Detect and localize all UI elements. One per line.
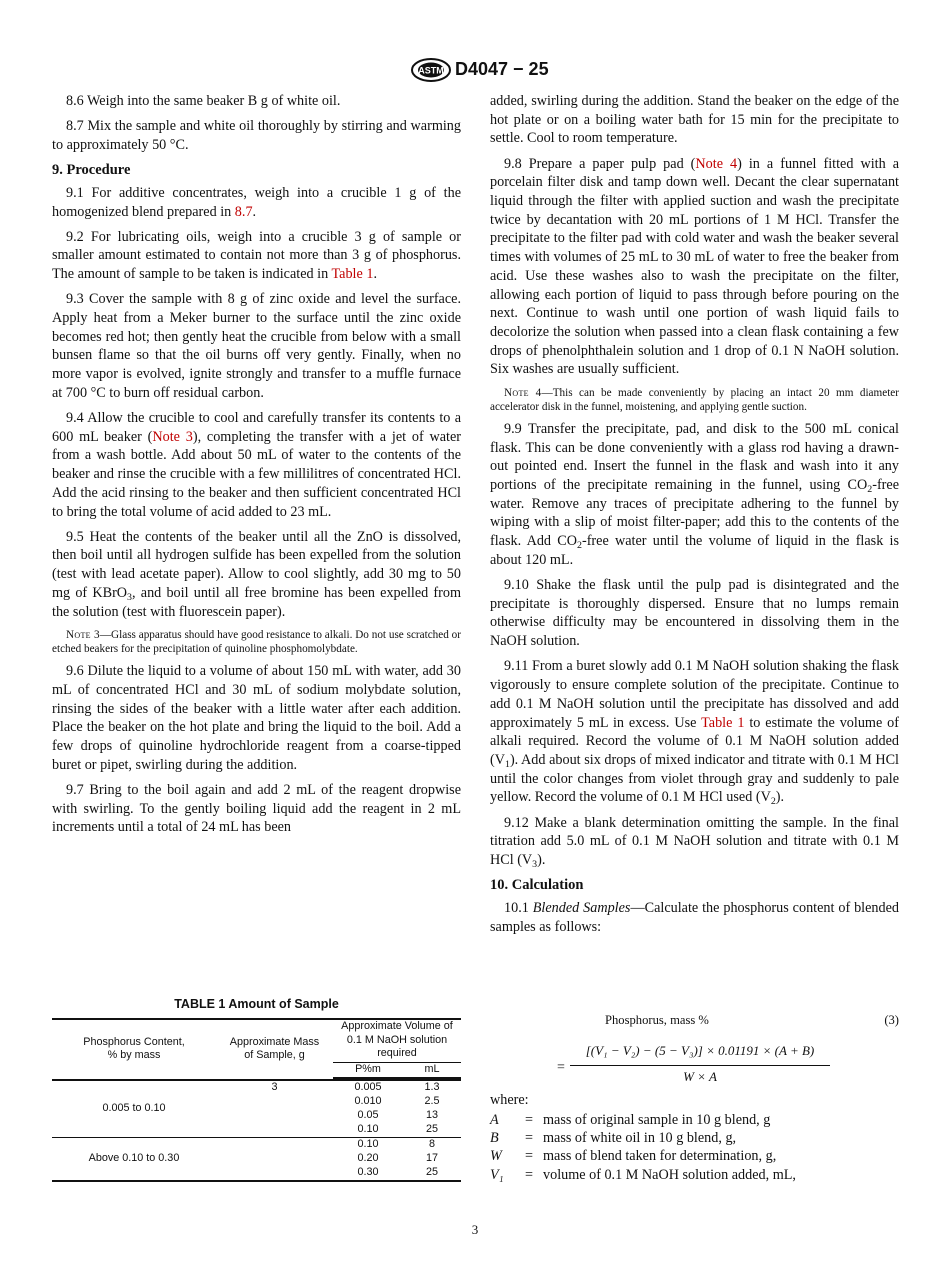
cell-p: 0.30 [333,1166,403,1181]
equation-numerator: [(V₁ − V₂) − (5 − V₃)] × 0.01191 × (A + B) [585,1043,815,1058]
definition-symbol: V₁ [490,1166,504,1183]
col-header-naoh-volume: Approximate Volume of 0.1 M NaOH solution required [333,1019,461,1062]
where-intro: where: [490,1092,529,1108]
section-9-10: 9.10 Shake the flask until the pulp pad is disintegrated and the precipitate is thoroughly dispersed. Ensure that no lumps remain otherwise difficulty may be encountered in dissolving them in the NaOH solution. [490,577,899,650]
col-header-phosphorus-content: Phosphorus Content, % by mass [52,1019,216,1078]
variable-definitions [490,1091,899,1184]
equation-label: Phosphorus, mass % [605,1013,709,1027]
cell-p: 0.005 [354,1081,382,1094]
document-id: D4047 − 25 [455,59,549,79]
right-column [490,92,899,943]
ref-8-7-link[interactable]: 8.7 [234,203,253,220]
table-row [52,1138,461,1153]
equation-number: (3) [884,1013,899,1027]
subheader-ml: mL [403,1062,461,1078]
cell-ml: 17 [425,1152,438,1165]
page-header [0,58,950,82]
section-9-6: 9.6 Dilute the liquid to a volume of about 150 mL with water, add 30 mL of concentrated HCl and 30 mL of sodium molybdate solution, rinsing the sides of the beaker with a little water after each addition. Place the beaker on the hot plate and bring the liquid to the boil. Add a few drops of quinoline hydrochloride reagent from a coarse-tipped buret or pipet, swirling during the addition. [52,663,461,773]
amount-of-sample-table [52,1018,461,1182]
section-10-1: 10.1 Blended Samples—Calculate the phosphorus content of blended samples as follows: [490,899,899,935]
section-9-12: 9.12 Make a blank determination omitting the sample. In the final titration add 5.0 mL of 0.1 M NaOH solution and titrate with 0.1 M HCl $(V_3)$. [490,814,899,870]
section-9-9: 9.9 Transfer the precipitate, pad, and disk to the 500 mL conical flask. This can be done conveniently with a glass rod having a drawn-out pointed end. Insert the funnel in the flask and wash into it any portions of the precipitate remaining in the funnel, using $CO_2$-free water. Remove any traces of precipitate adhering to the funnel by wiping with a slip of moist filter-paper; add this to the contents of the flask. Add $CO_2$-free water until the volume of liquid in the flask is about 120 mL. [490,420,900,568]
definition-text: mass of original sample in 10 g blend, g [543,1111,771,1128]
cell-ml: 8 [428,1138,435,1151]
section-9-8: 9.8 Prepare a paper pulp pad (Note 4) in a funnel fitted with a porcelain filter disk and tamp down well. Decant the clear supernatant liquid through the filter with applied suction and wash the precipitate twice by decantation with 20 mL portions of 1 M HCl. Transfer the precipitate to the filter pad with cold water and wash the beaker several times with volumes of 25 mL to 30 mL of water to free the beaker from acid. Use these washes also to wash the precipitate on the filter, allowing each portion of liquid to pass through before pouring on the next. Continue to wash until one portion of wash liquid fails to decolorize the solution when passed into a clean flask containing a few drops of phenolphthalein solution and 1 drop of 0.1 N NaOH solution. Six washes are usually sufficient. [490,155,900,378]
ref-note-4-link[interactable]: Note 4 [695,155,738,172]
cell-p: 0.10 [357,1138,379,1151]
table-1 [52,997,461,1182]
cell-p: 0.20 [357,1152,379,1165]
cell-mass [216,1109,333,1123]
table-title: TABLE 1 Amount of Sample [174,997,339,1011]
calculation-heading: 10. Calculation [490,877,584,894]
section-9-5: 9.5 Heat the contents of the beaker until all the ZnO is dissolved, then boil until all hydrogen sulfide has been expelled from the solution (test with lead acetate paper). Allow to cool slightly, add 30 mg to 50 mg of KBrO$_3$, and boil until all free bromine has been expelled from the solution (test with fluorescein paper). [52,528,461,620]
cell-ml: 25 [403,1166,461,1181]
definition-text: volume of 0.1 M NaOH solution added, mL, [543,1166,796,1183]
cell-p: 0.010 [354,1095,382,1108]
definition-symbol: B [490,1130,499,1146]
cell-mass [216,1095,333,1109]
equation-equals: = [557,1060,565,1075]
cell-ml: 25 [403,1123,461,1138]
ref-table-1-link[interactable]: Table 1 [331,266,374,283]
astm-logo-icon [410,58,452,82]
definition-symbol: A [490,1111,499,1128]
cell-ml: 2.5 [424,1095,440,1108]
page-number: 3 [471,1222,479,1237]
fraction-bar [570,1065,830,1066]
note-3: Note 3—Glass apparatus should have good resistance to alkali. Do not use scratched or etched beakers for the precipitation of quinoline phosphomolybdate. [52,628,461,655]
cell-ml: 13 [425,1109,438,1122]
section-8-6: 8.6 Weigh into the same beaker B g of white oil. [66,93,341,109]
svg-text:ASTM: ASTM [418,65,444,76]
definition-row: B = mass of white oil in 10 g blend, g, [490,1130,737,1146]
definition-text: mass of white oil in 10 g blend, g, [543,1130,737,1146]
subheader-p-percent: P%m [333,1062,403,1078]
ref-note-3-link[interactable]: Note 3 [152,428,193,445]
section-9-3: 9.3 Cover the sample with 8 g of zinc oxide and level the surface. Apply heat from a Meker burner to the surface until the zinc oxide becomes red hot; then gently heat the crucible from below with a small bunsen flame so that the oil burns off very gently. Finally, when no more vapor is evolved, ignite strongly and transfer to a muffle furnace at 700 °C to burn off residual carbon. [52,291,461,401]
cell-content-range: 0.005 to 0.10 [52,1080,216,1138]
cell-mass [216,1166,333,1181]
cell-mass: 3 [271,1081,278,1094]
table-row [52,1080,461,1095]
cell-mass [216,1123,333,1138]
cell-p: 0.10 [333,1123,403,1138]
col-header-sample-mass: Approximate Mass of Sample, g [216,1019,333,1078]
left-column [52,92,461,844]
definition-symbol: W [490,1148,502,1165]
definition-row: W = mass of blend taken for determination, g, [490,1148,777,1165]
ref-table-1-link[interactable]: Table 1 [701,714,745,731]
section-9-4: 9.4 Allow the crucible to cool and carefully transfer its contents to a 600 mL beaker (Note 3), completing the transfer with a jet of water from a wash bottle. Add about 50 mL of water to the contents of the beaker and rinse the crucible with a few millilitres of concentrated HCl. Add the acid rinsing to the beaker and then sufficient concentrated HCl to bring the total volume of acid added to 23 mL. [52,410,461,520]
section-9-7: 9.7 Bring to the boil again and add 2 mL of the reagent dropwise with swirling. To the gently boiling liquid add the reagent in 2 mL increments until a total of 24 mL has been [52,781,461,836]
section-9-11: 9.11 From a buret slowly add 0.1 M NaOH solution shaking the flask vigorously to ensure complete solution of the precipitate. Continue to add 0.1 M NaOH solution until the precipitate has dissolved and add approximately 5 mL in excess. Use Table 1 to estimate the volume of alkali required. Record the volume of 0.1 M NaOH solution added $(V_1)$. Add about six drops of mixed indicator and titrate with 0.1 M HCl until the color changes from violet through gray and suddenly to pale yellow. Record the volume of 0.1 M HCl used $(V_2)$. [490,658,899,808]
cell-content-range: Above 0.10 to 0.30 [52,1138,216,1182]
definition-row: V₁ = volume of 0.1 M NaOH solution added, mL, [490,1166,796,1183]
cell-p: 0.05 [357,1109,379,1122]
procedure-heading: 9. Procedure [52,162,131,179]
cell-ml: 1.3 [424,1081,440,1094]
section-8-7: 8.7 Mix the sample and white oil thoroughly by stirring and warming to approximately 50 °C. [52,118,461,153]
section-9-7-continued: added, swirling during the addition. Stand the beaker on the edge of the hot plate or on a boiling water bath for 15 min for the precipitate to settle. Cool to room temperature. [490,93,899,147]
section-9-2: 9.2 For lubricating oils, weigh into a crucible 3 g of sample or smaller amount estimated to contain not more than 3 g of phosphorus. The amount of sample to be taken is indicated in Table 1. [52,228,461,283]
definition-row: A = mass of original sample in 10 g blend, g [490,1111,771,1128]
note-4: Note 4—This can be made conveniently by placing an intact 20 mm diameter accelerator disk in the funnel, moistening, and applying gentle suction. [490,386,899,413]
section-9-1: 9.1 For additive concentrates, weigh into a crucible 1 g of the homogenized blend prepared in 8.7. [52,184,461,220]
cell-mass [216,1152,333,1166]
cell-mass [216,1138,333,1153]
equation-denominator: W × A [683,1069,717,1084]
definition-text: mass of blend taken for determination, g, [543,1148,777,1165]
